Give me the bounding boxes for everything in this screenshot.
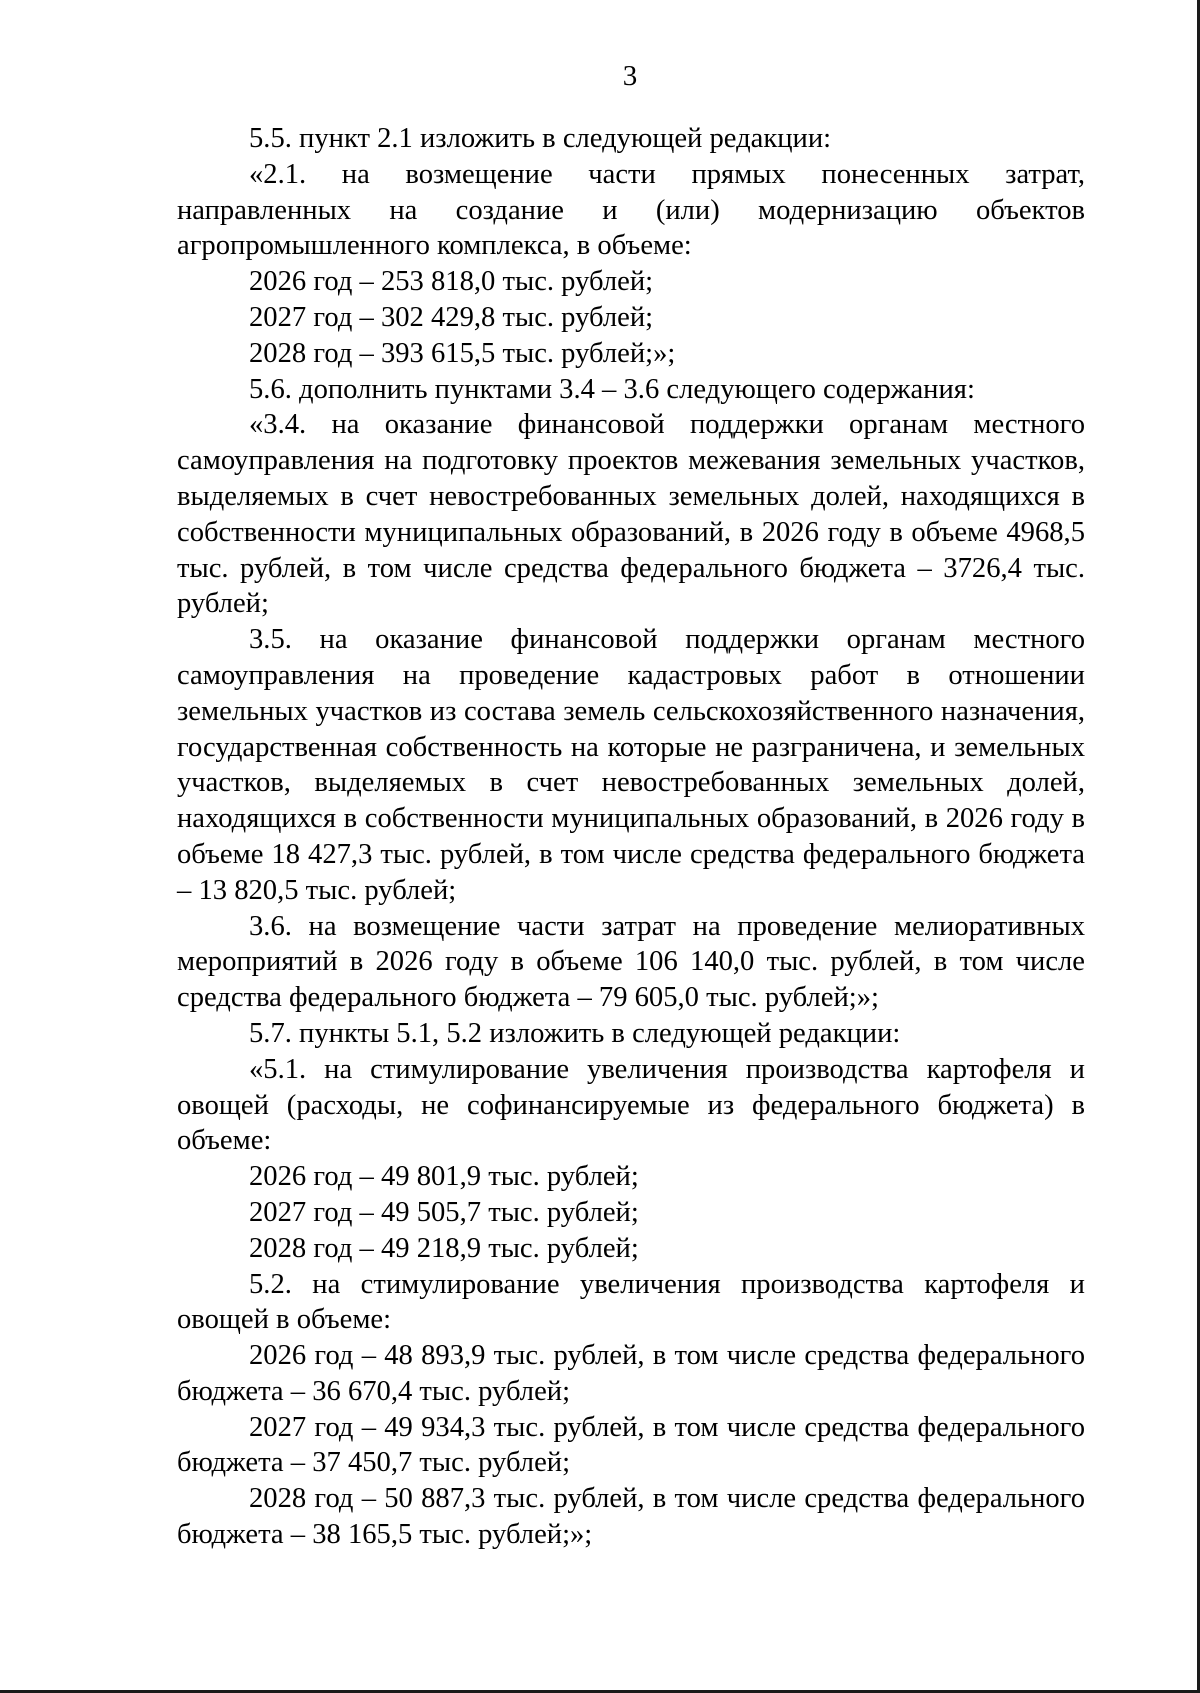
paragraph-5-1-2026: 2026 год – 49 801,9 тыс. рублей; — [249, 1161, 639, 1193]
paragraph-5-6: 5.6. дополнить пунктами 3.4 – 3.6 следующего содержания: — [249, 373, 975, 405]
paragraph-3-4: «3.4. на оказание финансовой поддержки органам местного самоуправления на подготовку проектов межевания земельных участков, выделяемых в счет невостребованных земельных долей, находящихся в собственности муниципальных образований, в 2026 году в объеме 4968,5 тыс. рублей, в том числе средства федерального бюджета – 3726,4 тыс. рублей; — [177, 409, 1085, 620]
paragraph-3-5: 3.5. на оказание финансовой поддержки органам местного самоуправления на проведение кадастровых работ в отношении земельных участков из состава земель сельскохозяйственного назначения, государственная собственность на которые не разграничена, и земельных участков, выделяемых в счет невостребованных земельных долей, находящихся в собственности муниципальных образований, в 2026 году в объеме 18 427,3 тыс. рублей, в том числе средства федерального бюджета – 13 820,5 тыс. рублей; — [177, 624, 1085, 906]
paragraph-5-1: «5.1. на стимулирование увеличения производства картофеля и овощей (расходы, не софинансируемые из федерального бюджета) в объеме: — [177, 1053, 1085, 1157]
paragraph-2-1-text: «2.1. на возмещение части прямых понесенных затрат, направленных на создание и (или) модернизацию объектов агропромышленного комплекса, в объеме: — [177, 158, 1085, 262]
paragraph-2028-amount: 2028 год – 393 615,5 тыс. рублей;»; — [249, 337, 676, 369]
paragraph-5-5: 5.5. пункт 2.1 изложить в следующей редакции: — [249, 123, 832, 154]
paragraph-5-2-2028: 2028 год – 50 887,3 тыс. рублей, в том числе средства федерального бюджета – 38 165,5 тыс. рублей;»; — [177, 1483, 1085, 1551]
paragraph-3-6: 3.6. на возмещение части затрат на проведение мелиоративных мероприятий в 2026 году в объеме 106 140,0 тыс. рублей, в том числе средства федерального бюджета – 79 605,0 тыс. рублей;»; — [177, 910, 1085, 1014]
paragraph-5-2-2026: 2026 год – 48 893,9 тыс. рублей, в том числе средства федерального бюджета – 36 670,4 тыс. рублей; — [177, 1340, 1085, 1407]
paragraph-5-1-2028: 2028 год – 49 218,9 тыс. рублей; — [249, 1232, 639, 1264]
page-number: 3 — [622, 60, 638, 92]
paragraph-5-2: 5.2. на стимулирование увеличения производства картофеля и овощей в объеме: — [177, 1268, 1085, 1336]
paragraph-5-2-2027: 2027 год – 49 934,3 тыс. рублей, в том числе средства федерального бюджета – 37 450,7 тыс. рублей; — [177, 1411, 1085, 1479]
document-body — [177, 121, 1085, 1553]
paragraph-5-1-2027: 2027 год – 49 505,7 тыс. рублей; — [249, 1196, 639, 1228]
paragraph-2027-amount: 2027 год – 302 429,8 тыс. рублей; — [249, 301, 654, 333]
paragraph-2026-amount: 2026 год – 253 818,0 тыс. рублей; — [249, 266, 654, 298]
paragraph-5-7: 5.7. пункты 5.1, 5.2 изложить в следующей редакции: — [249, 1017, 901, 1049]
